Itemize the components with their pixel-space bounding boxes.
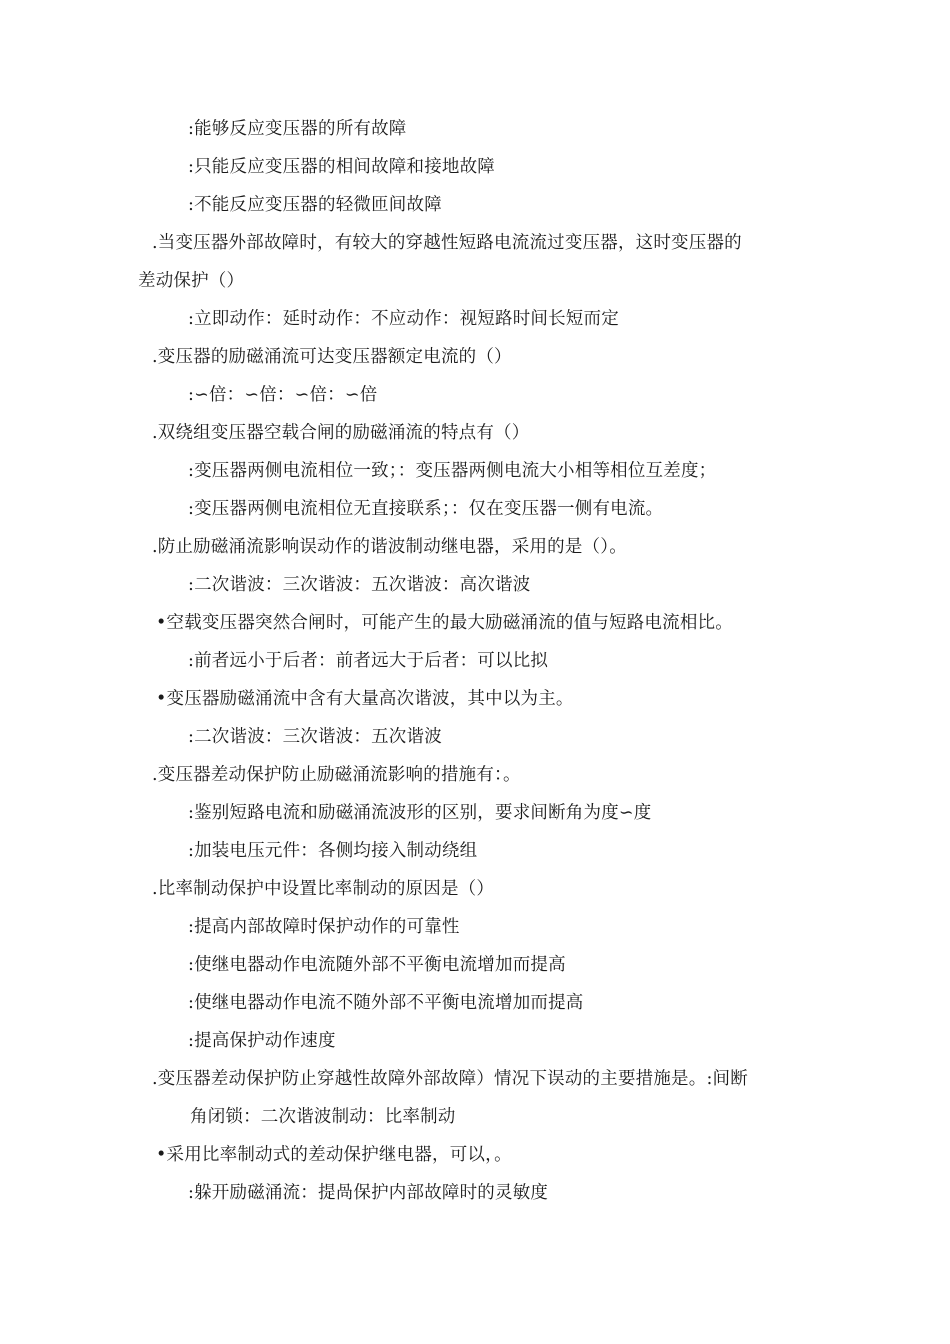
option-line: :∽倍：∽倍：∽倍：∽倍 — [188, 385, 378, 405]
option-line: :加装电压元件：各侧均接入制动绕组 — [188, 841, 478, 861]
option-line: :鉴别短路电流和励磁涌流波形的区别，要求间断角为度∽度 — [188, 803, 652, 823]
question-line: •变压器励磁涌流中含有大量高次谐波，其中以为主。 — [156, 689, 574, 709]
question-continuation: 差动保护（） — [138, 271, 245, 291]
question-line: .双绕组变压器空载合闸的励磁涌流的特点有（） — [152, 423, 530, 443]
question-line: .防止励磁涌流影响误动作的谐波制动继电器，采用的是（）。 — [152, 537, 627, 557]
option-line: :变压器两侧电流相位无直接联系；：仅在变压器一侧有电流。 — [188, 499, 664, 519]
option-line: :躲开励磁涌流：提咼保护内部故障时的灵敏度 — [188, 1183, 549, 1203]
option-line: :使继电器动作电流随外部不平衡电流增加而提高 — [188, 955, 566, 975]
question-line: .变压器差动保护防止穿越性故障外部故障）情况下误动的主要措施是。:间断 — [152, 1069, 748, 1089]
option-line: :提高保护动作速度 — [188, 1031, 336, 1051]
option-line: :二次谐波：三次谐波：五次谐波 — [188, 727, 442, 747]
option-line: :变压器两侧电流相位一致；：变压器两侧电流大小相等相位互差度； — [188, 461, 717, 481]
option-line: :只能反应变压器的相间故障和接地故障 — [188, 157, 495, 177]
option-line: :前者远小于后者：前者远大于后者：可以比拟 — [188, 651, 549, 671]
question-line: •采用比率制动式的差动保护继电器，可以，。 — [156, 1145, 512, 1165]
option-line: :二次谐波：三次谐波：五次谐波：高次谐波 — [188, 575, 531, 595]
option-line: :提高内部故障时保护动作的可靠性 — [188, 917, 460, 937]
option-line: :能够反应变压器的所有故障 — [188, 119, 407, 139]
question-continuation: 角闭锁：二次谐波制动：比率制动 — [190, 1107, 456, 1127]
option-line: :使继电器动作电流不随外部不平衡电流增加而提高 — [188, 993, 584, 1013]
question-line: •空载变压器突然合闸时，可能产生的最大励磁涌流的值与短路电流相比。 — [156, 613, 733, 633]
option-line: :立即动作：延时动作：不应动作：视短路时间长短而定 — [188, 309, 619, 329]
option-line: :不能反应变压器的轻微匝间故障 — [188, 195, 442, 215]
question-line: .比率制动保护中设置比率制动的原因是（） — [152, 879, 495, 899]
question-line: .变压器的励磁涌流可达变压器额定电流的（） — [152, 347, 512, 367]
question-line: .变压器差动保护防止励磁涌流影响的措施有：。 — [152, 765, 521, 785]
question-line: .当变压器外部故障时，有较大的穿越性短路电流流过变压器，这时变压器的 — [152, 233, 742, 253]
